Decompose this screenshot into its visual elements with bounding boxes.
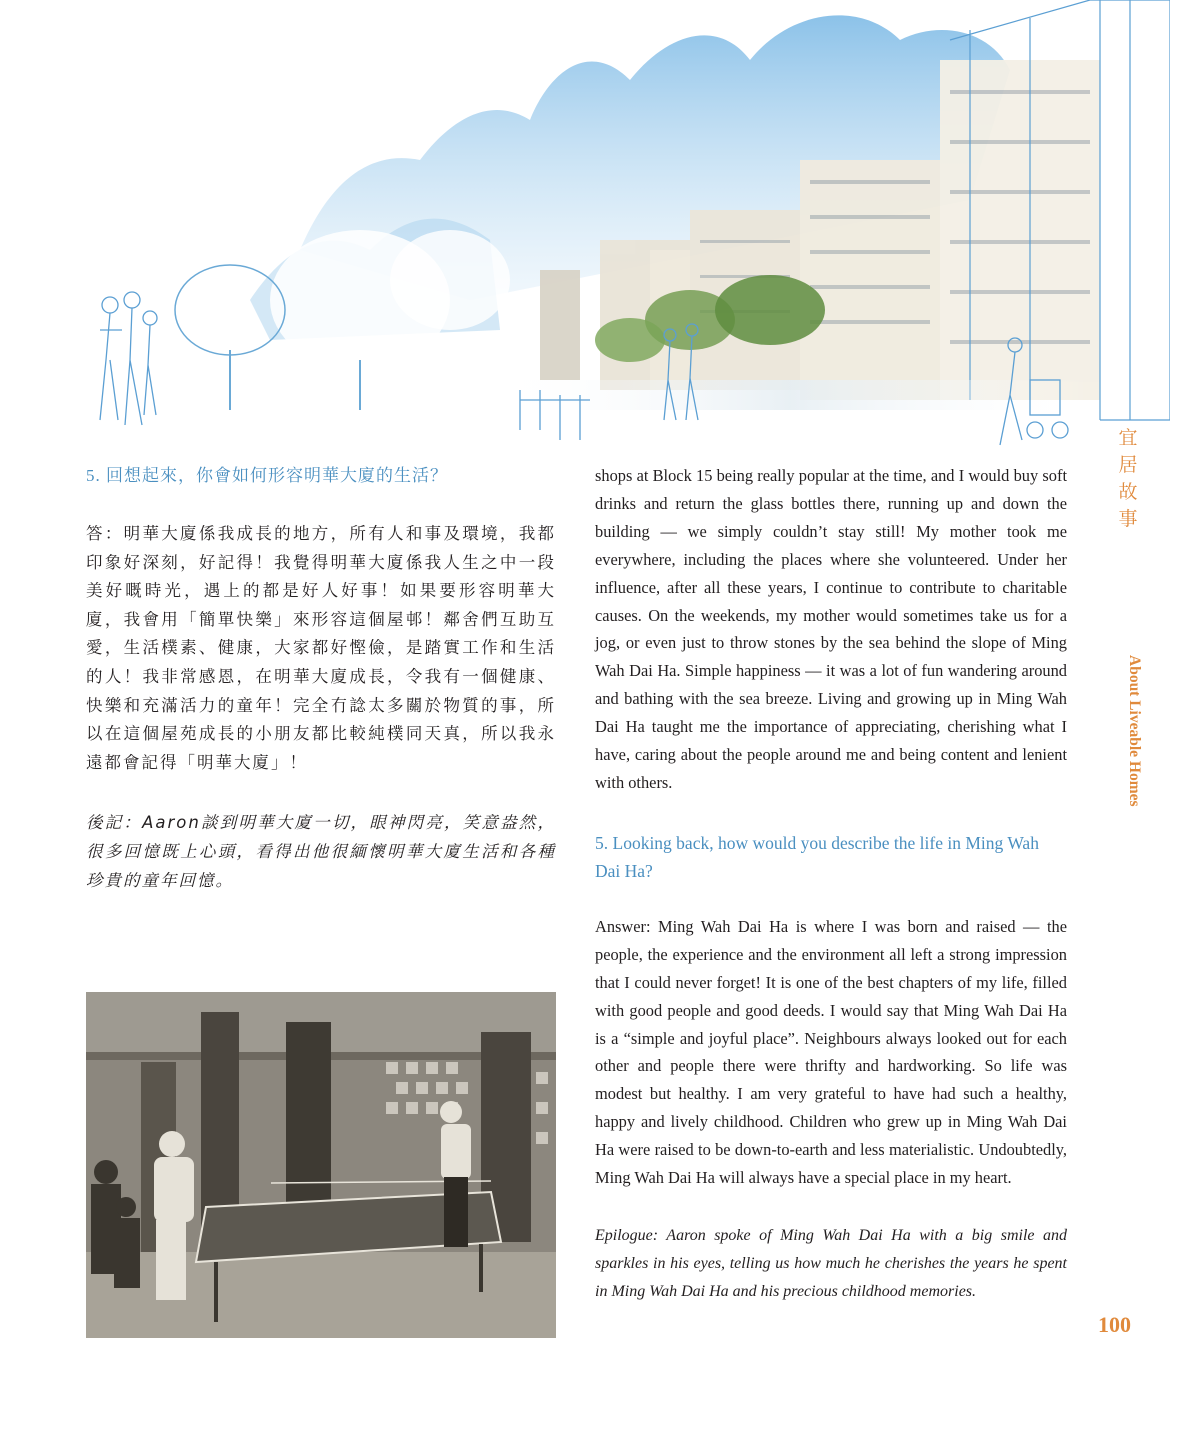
epilogue-en: Epilogue: Aaron spoke of Ming Wah Dai Ha with a big smile and sparkles in his eyes, telling us how much he cherishes the years he spent in Ming Wah Dai Ha and his precious childhood memories. [595, 1226, 1067, 1300]
epilogue-zh: 後記：Aaron談到明華大廈一切，眼神閃亮，笑意盎然，很多回憶既上心頭，看得出他很緬懷明華大廈生活和各種珍貴的童年回憶。 [86, 813, 556, 890]
section-char: 事 [1118, 509, 1138, 530]
hero-illustration [70, 0, 1170, 450]
chinese-column [86, 462, 556, 895]
section-label-zh [1113, 425, 1143, 533]
section-label-en: About Liveable Homes [1126, 655, 1143, 807]
section-char: 故 [1118, 482, 1138, 503]
question-5-en: 5. Looking back, how would you describe the life in Ming Wah Dai Ha? [595, 832, 1039, 881]
table-tennis-bw-photo [86, 992, 556, 1338]
page-number: 100 [1098, 1312, 1131, 1337]
answer-zh: 答：明華大廈係我成長的地方，所有人和事及環境，我都印象好深刻，好記得！我覺得明華大廈係我人生之中一段美好嘅時光，遇上的都是好人好事！如果要形容明華大廈，我會用「簡單快樂」來形容這個屋邨！鄰舍們互助互愛，生活樸素、健康，大家都好慳儉，是踏實工作和生活的人！我非常感恩，在明華大廈成長，令我有一個健康、快樂和充滿活力的童年！完全冇諗太多關於物質的事，所以在這個屋苑成長的小朋友都比較純樸同天真，所以我永遠都會記得「明華大廈」！ [86, 524, 556, 772]
estate-watercolor-illustration [70, 0, 1170, 450]
section-char: 居 [1118, 455, 1138, 476]
section-char: 宜 [1118, 428, 1138, 449]
continuation-en: shops at Block 15 being really popular at the time, and I would buy soft drinks and return the glass bottles there, running up and down the building — we simply couldn’t stay still! My mother took me everywhere, including the places where she volunteered. Under her influence, after all these years, I continue to contribute to charitable causes. On the weekends, my mother would sometimes take us for a jog, or even just to throw stones by the sea behind the slope of Ming Wah Dai Ha. Simple happiness — it was a lot of fun wandering around and bathing with the sea breeze. Living and growing up in Ming Wah Dai Ha taught me the importance of appreciating, cherishing what I have, caring about the people around me and being content and lenient with others. [595, 466, 1067, 792]
table-tennis-photo [86, 992, 556, 1338]
question-5-zh: 5. 回想起來，你會如何形容明華大廈的生活？ [86, 466, 448, 485]
answer-en: Answer: Ming Wah Dai Ha is where I was born and raised — the people, the experience and the environment all left a strong impression that I could never forget! It is one of the best chapters of my life, filled with good people and good deeds. I would say that Ming Wah Dai Ha is a “simple and joyful place”. Neighbours always looked out for each other and people there were thrifty and hardworking. So life was modest but healthy. I am very grateful to have had such a healthy, happy and lively childhood. Children who grew up in Ming Wah Dai Ha were raised to be down-to-earth and less materialistic. Undoubtedly, Ming Wah Dai Ha will always have a special place in my heart. [595, 916, 1067, 1188]
english-column [595, 462, 1067, 1306]
